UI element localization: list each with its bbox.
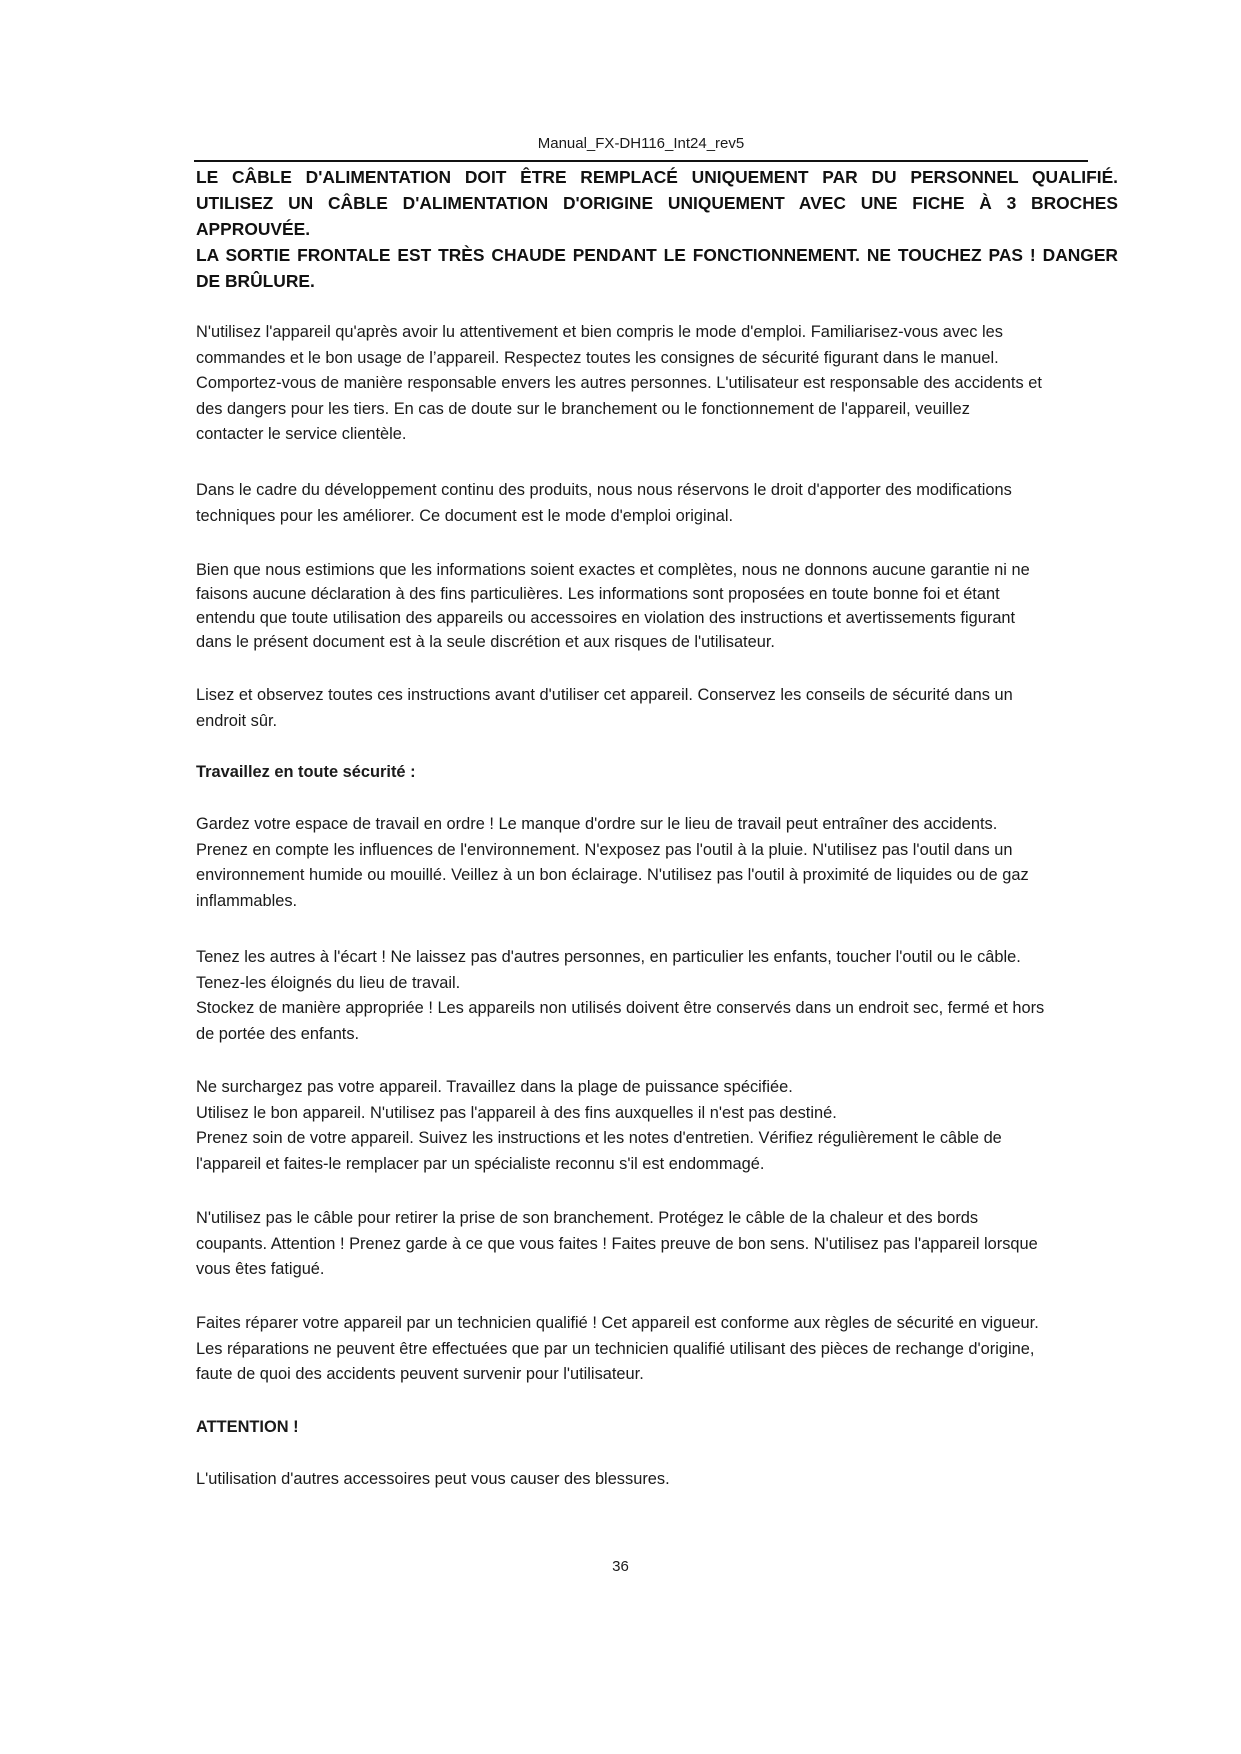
text-line: N'utilisez l'appareil qu'après avoir lu attentivement et bien compris le mode d'emploi. Familiarisez-vous avec les [196, 323, 1003, 341]
document-header: Manual_FX-DH116_Int24_rev5 [537, 135, 745, 152]
paragraph-usage [196, 320, 1126, 448]
text-line: Prenez soin de votre appareil. Suivez les instructions et les notes d'entretien. Vérifiez régulièrement le câble de [196, 1129, 1002, 1147]
text-line: techniques pour les améliorer. Ce document est le mode d'emploi original. [196, 506, 734, 525]
warning-line-1: LE CÂBLE D'ALIMENTATION DOIT ÊTRE REMPLACÉ UNIQUEMENT PAR DU PERSONNEL QUALIFIÉ. [196, 167, 1118, 187]
text-line: Dans le cadre du développement continu des produits, nous nous réservons le droit d'apporter des modifications [196, 481, 1012, 499]
text-line: de portée des enfants. [196, 1024, 360, 1043]
text-line: Comportez-vous de manière responsable envers les autres personnes. L'utilisateur est responsable des accidents et [196, 374, 1042, 392]
heading-work-safely: Travaillez en toute sécurité : [196, 763, 416, 781]
text-line: Ne surchargez pas votre appareil. Travaillez dans la plage de puissance spécifiée. [196, 1078, 793, 1096]
paragraph-cable [196, 1206, 1126, 1283]
paragraph-repair [196, 1311, 1126, 1388]
warning-line-2: UTILISEZ UN CÂBLE D'ALIMENTATION D'ORIGINE UNIQUEMENT AVEC UNE FICHE À 3 BROCHES [196, 193, 1118, 213]
text-line: vous êtes fatigué. [196, 1260, 325, 1278]
text-line: Bien que nous estimions que les informations soient exactes et complètes, nous ne donnons aucune garantie ni ne [196, 561, 1030, 579]
text-line: Stockez de manière appropriée ! Les appareils non utilisés doivent être conservés dans un endroit sec, fermé et hors [196, 999, 1045, 1017]
warning-line-4: LA SORTIE FRONTALE EST TRÈS CHAUDE PENDANT LE FONCTIONNEMENT. NE TOUCHEZ PAS ! DANGER [196, 245, 1118, 265]
header-divider [194, 160, 1088, 162]
text-line: coupants. Attention ! Prenez garde à ce que vous faites ! Faites preuve de bon sens. N'utilisez pas l'appareil lorsque [196, 1234, 1038, 1253]
paragraph-development [196, 478, 1126, 529]
text-line: Utilisez le bon appareil. N'utilisez pas l'appareil à des fins auxquelles il n'est pas destiné. [196, 1103, 837, 1122]
text-line: Prenez en compte les influences de l'environnement. N'exposez pas l'outil à la pluie. N'utilisez pas l'outil dans un [196, 840, 1013, 859]
paragraph-keep-away [196, 945, 1126, 1047]
text-line: Tenez-les éloignés du lieu de travail. [196, 973, 461, 992]
text-line: Faites réparer votre appareil par un technicien qualifié ! Cet appareil est conforme aux règles de sécurité en vigueur. [196, 1314, 1039, 1332]
text-line: N'utilisez pas le câble pour retirer la prise de son branchement. Protégez le câble de la chaleur et des bords [196, 1209, 979, 1227]
text-line: commandes et le bon usage de l’appareil. Respectez toutes les consignes de sécurité figurant dans le manuel. [196, 348, 999, 367]
text-line: endroit sûr. [196, 711, 278, 730]
text-line: des dangers pour les tiers. En cas de doute sur le branchement ou le fonctionnement de l'appareil, veuillez [196, 399, 970, 418]
text-line: Lisez et observez toutes ces instructions avant d'utiliser cet appareil. Conservez les conseils de sécurité dans un [196, 686, 1013, 704]
text-line: dans le présent document est à la seule discrétion et aux risques de l'utilisateur. [196, 633, 775, 651]
paragraph-workspace [196, 812, 1126, 914]
text-line: faisons aucune déclaration à des fins particulières. Les informations sont proposées en toute bonne foi et étant [196, 585, 1000, 603]
text-line: l'appareil et faites-le remplacer par un spécialiste reconnu s'il est endommagé. [196, 1154, 765, 1173]
paragraph-disclaimer [196, 558, 1126, 654]
text-line: environnement humide ou mouillé. Veillez à un bon éclairage. N'utilisez pas l'outil à proximité de liquides ou de gaz [196, 866, 1029, 884]
text-line: contacter le service clientèle. [196, 425, 407, 443]
warning-line-5: DE BRÛLURE. [196, 271, 315, 291]
heading-attention: ATTENTION ! [196, 1418, 299, 1436]
text-line: Les réparations ne peuvent être effectuées que par un technicien qualifié utilisant des pièces de rechange d'origine, [196, 1339, 1035, 1358]
paragraph-overload [196, 1075, 1126, 1177]
text-line: faute de quoi des accidents peuvent survenir pour l'utilisateur. [196, 1365, 644, 1383]
text-line: inflammables. [196, 891, 298, 910]
text-line: Tenez les autres à l'écart ! Ne laissez pas d'autres personnes, en particulier les enfants, toucher l'outil ou le câble. [196, 948, 1021, 966]
text-line: L'utilisation d'autres accessoires peut vous causer des blessures. [196, 1470, 670, 1488]
page-number: 36 [612, 1558, 629, 1575]
paragraph-accessories [196, 1467, 1126, 1493]
text-line: entendu que toute utilisation des appareils ou accessoires en violation des instructions et avertissements figurant [196, 609, 1016, 627]
text-line: Gardez votre espace de travail en ordre ! Le manque d'ordre sur le lieu de travail peut entraîner des accidents. [196, 815, 998, 833]
paragraph-read-instructions [196, 683, 1126, 734]
warning-line-3: APPROUVÉE. [196, 219, 311, 239]
